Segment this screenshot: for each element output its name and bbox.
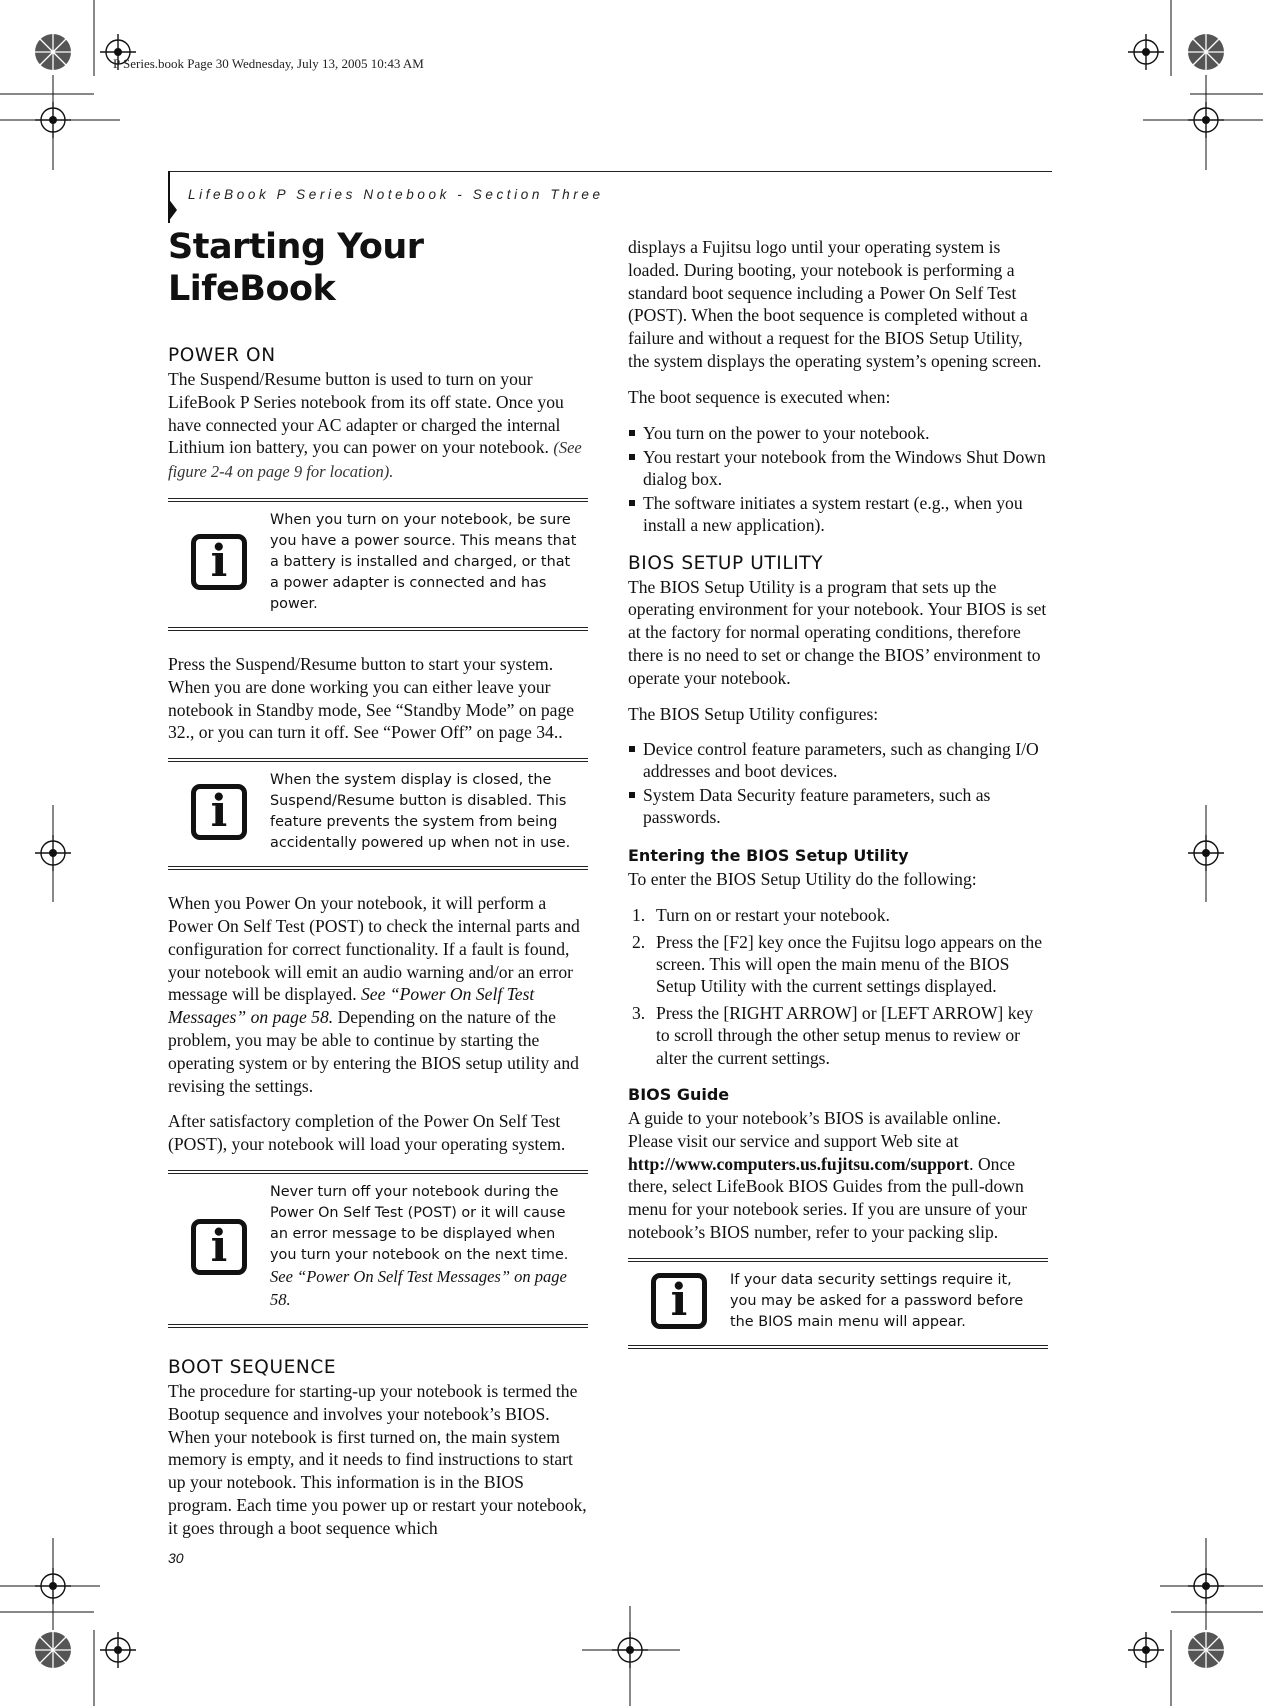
bios-guide-paragraph — [628, 1107, 1048, 1244]
bios-setup-paragraph-2: The BIOS Setup Utility configures: — [628, 703, 879, 724]
boot-sequence-continued: displays a Fujitsu logo until your operating system is loaded. During booting, your notebook is performing a standard boot sequence including a Power On Self Test (POST). When the boot sequence is completed without a failure and without a request for the BIOS Setup Utility, the system displays the operating system’s opening screen. — [628, 237, 1042, 371]
step-text: Press the [F2] key once the Fujitsu logo appears on the screen. This will open the main menu of the BIOS Setup Utility with the current settings displayed. — [656, 931, 1043, 997]
post-messages-reference: See “Power On Self Test Messages” on page 58. — [168, 984, 535, 1028]
info-icon-glyph: i — [670, 1275, 688, 1327]
list-item: The software initiates a system restart (e.g., when you install a new application). — [628, 492, 1048, 536]
info-icon-glyph: i — [210, 786, 228, 838]
step-number: 2. — [632, 931, 646, 952]
post-text-b: Depending on the nature of the problem, you may be able to continue by starting the operating system or by entering the BIOS setup utility and revising the settings. — [168, 1007, 579, 1096]
bios-configures-list — [628, 738, 1048, 828]
note-rule-bottom — [168, 866, 588, 870]
note-text: When the system display is closed, the Suspend/Resume button is disabled. This feature prevents the system from being accidentally powered up when not in use. — [270, 772, 571, 852]
step-number: 3. — [632, 1002, 646, 1023]
info-icon — [191, 534, 247, 590]
power-on-paragraph-1 — [168, 368, 588, 484]
step-text: Press the [RIGHT ARROW] or [LEFT ARROW] key to scroll through the other setup menus to review or alter the current settings. — [656, 1002, 1034, 1068]
print-slug: P Series.book Page 30 Wednesday, July 13, 2005 10:43 AM — [113, 56, 424, 71]
list-item: System Data Security feature parameters, such as passwords. — [628, 784, 1048, 828]
entering-bios-intro: To enter the BIOS Setup Utility do the following: — [628, 869, 977, 890]
info-icon — [191, 1219, 247, 1275]
list-item — [628, 931, 1048, 998]
boot-sequence-heading: BOOT SEQUENCE — [168, 1356, 337, 1378]
step-text: Turn on or restart your notebook. — [656, 905, 890, 926]
power-on-paragraph-3 — [168, 892, 588, 1097]
entering-bios-heading: Entering the BIOS Setup Utility — [628, 846, 909, 866]
list-item: You restart your notebook from the Windows Shut Down dialog box. — [628, 446, 1048, 490]
note-text: When you turn on your notebook, be sure you have a power source. This means that a battery is installed and charged, or that a power adapter is connected and has power. — [270, 511, 577, 612]
header-rule — [168, 171, 1052, 172]
bios-guide-text-b: . Once there, select LifeBook BIOS Guides from the pull-down menu for your notebook series. If you are unsure of your notebook’s BIOS number, refer to your packing slip. — [628, 1153, 1028, 1242]
note-rule-bottom — [168, 627, 588, 631]
left-column — [168, 226, 588, 1553]
power-on-p1-text: The Suspend/Resume button is used to turn on your LifeBook P Series notebook from its off state. Once you have connected your AC adapter or charged the internal Lithium ion battery, you can power on your notebook. — [168, 369, 564, 458]
boot-conditions-list — [628, 422, 1048, 536]
power-on-heading: POWER ON — [168, 345, 276, 366]
list-item — [628, 1002, 1048, 1069]
page-title: Starting Your LifeBook — [168, 227, 424, 309]
power-on-paragraph-4: After satisfactory completion of the Power On Self Test (POST), your notebook will load your operating system. — [168, 1111, 566, 1155]
list-item: Device control feature parameters, such as changing I/O addresses and boot devices. — [628, 738, 1048, 782]
bios-steps-list — [628, 904, 1048, 1069]
info-note-post-warning — [168, 1170, 588, 1328]
info-note-power-source — [168, 498, 588, 631]
boot-sequence-paragraph-2: The boot sequence is executed when: — [628, 386, 891, 407]
running-head: LifeBook P Series Notebook - Section Three — [188, 187, 604, 202]
post-text-a: When you Power On your notebook, it will perform a Power On Self Test (POST) to check the internal parts and configuration for correct functionality. If a fault is found, your notebook will emit an audio warning and/or an error message will be displayed. — [168, 893, 580, 1005]
info-note-display-closed — [168, 758, 588, 870]
info-note-password — [628, 1258, 1048, 1349]
list-item — [628, 904, 1048, 926]
note-rule-bottom — [628, 1345, 1048, 1349]
note-rule-bottom — [168, 1324, 588, 1328]
right-column — [628, 236, 1048, 1371]
info-icon — [191, 784, 247, 840]
power-on-paragraph-2: Press the Suspend/Resume button to start your system. When you are done working you can either leave your notebook in Standby mode, See “Standby Mode” on page 32., or you can turn it off. See “Power Off” on page 34.. — [168, 653, 575, 743]
bios-setup-heading: BIOS SETUP UTILITY — [628, 552, 824, 574]
page-number: 30 — [168, 1550, 184, 1566]
info-icon — [651, 1273, 707, 1329]
bios-guide-heading: BIOS Guide — [628, 1085, 730, 1104]
info-icon-glyph: i — [210, 1220, 228, 1272]
note-reference: See “Power On Self Test Messages” on page 58. — [270, 1266, 567, 1309]
note-text — [270, 1182, 588, 1312]
info-icon-glyph: i — [210, 536, 228, 588]
support-link[interactable]: http://www.computers.us.fujitsu.com/support — [628, 1153, 970, 1174]
note-text-main: Never turn off your notebook during the Power On Self Test (POST) or it will cause an error message to be displayed when you turn your notebook on the next time. — [270, 1183, 569, 1263]
figure-reference: (See figure 2-4 on page 9 for location). — [168, 438, 582, 482]
bios-guide-text-a: A guide to your notebook’s BIOS is available online. Please visit our service and support Web site at — [628, 1108, 1001, 1151]
header-triangle — [168, 198, 177, 222]
note-text: If your data security settings require it, you may be asked for a password before the BIOS main menu will appear. — [730, 1271, 1024, 1330]
bios-setup-paragraph-1: The BIOS Setup Utility is a program that sets up the operating environment for your notebook. Your BIOS is set at the factory for normal operating conditions, therefore there is no need to set or change the BIOS’ environment to operate your notebook. — [628, 576, 1047, 688]
step-number: 1. — [632, 905, 646, 926]
boot-sequence-paragraph-1: The procedure for starting-up your notebook is termed the Bootup sequence and involves your notebook’s BIOS. When your notebook is first turned on, the main system memory is empty, and it needs to find instructions to start up your notebook. This information is in the BIOS program. Each time you power up or restart your notebook, it goes through a boot sequence which — [168, 1380, 587, 1538]
list-item: You turn on the power to your notebook. — [628, 422, 1048, 444]
